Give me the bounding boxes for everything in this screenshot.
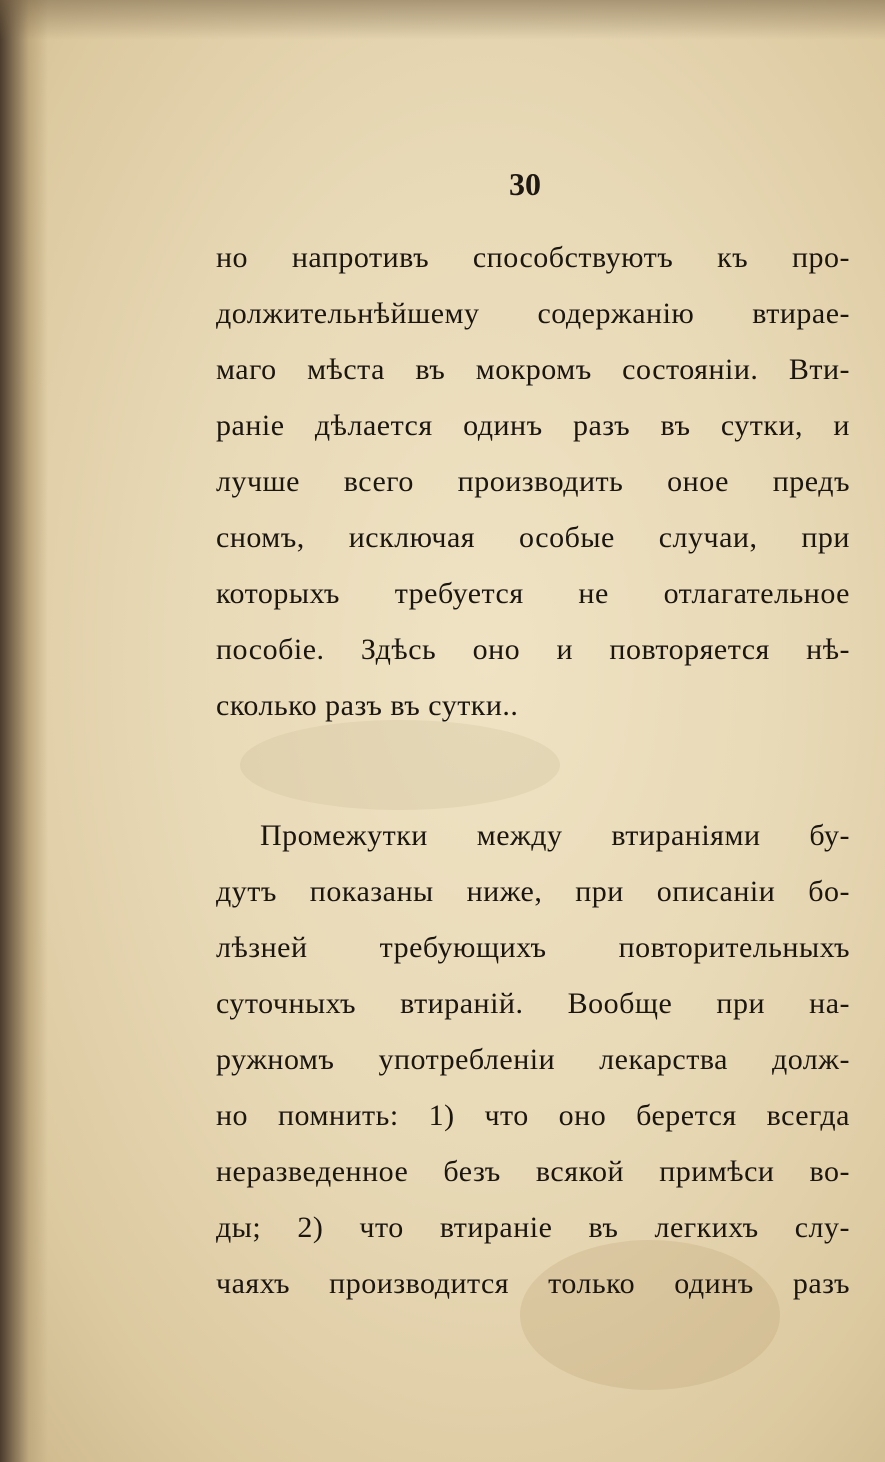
text-line: дутъ показаны ниже, при описаніи бо- xyxy=(216,875,850,908)
text-line: Промежутки между втираніями бу- xyxy=(260,819,850,852)
text-line: лѣзней требующихъ повторительныхъ xyxy=(216,931,850,964)
text-line: сномъ, исключая особые случаи, при xyxy=(216,521,850,554)
text-line: раніе дѣлается одинъ разъ въ сутки, и xyxy=(216,409,850,442)
text-line: ды; 2) что втираніе въ легкихъ слу- xyxy=(216,1211,850,1244)
text-line: ружномъ употребленіи лекарства долж- xyxy=(216,1043,850,1076)
text-line: но напротивъ способствуютъ къ про- xyxy=(216,241,850,274)
text-line: неразведенное безъ всякой примѣси во- xyxy=(216,1155,850,1188)
text-line: но помнить: 1) что оно берется всегда xyxy=(216,1099,850,1132)
text-line: пособіе. Здѣсь оно и повторяется нѣ- xyxy=(216,633,850,666)
text-line: которыхъ требуется не отлагательное xyxy=(216,577,850,610)
page-binding-edge xyxy=(0,0,48,1462)
text-line: должительнѣйшему содержанію втирае- xyxy=(216,297,850,330)
page-number: 30 xyxy=(509,166,541,202)
page-top-shadow xyxy=(0,0,885,40)
text-line: лучше всего производить оное предъ xyxy=(216,465,850,498)
text-line: сколько разъ въ сутки.. xyxy=(216,689,519,722)
text-line: чаяхъ производится только одинъ разъ xyxy=(216,1267,850,1300)
text-line: суточныхъ втираній. Вообще при на- xyxy=(216,987,850,1020)
text-line: маго мѣста въ мокромъ состояніи. Вти- xyxy=(216,353,850,386)
paragraph xyxy=(216,230,850,734)
paragraph xyxy=(216,808,850,1312)
